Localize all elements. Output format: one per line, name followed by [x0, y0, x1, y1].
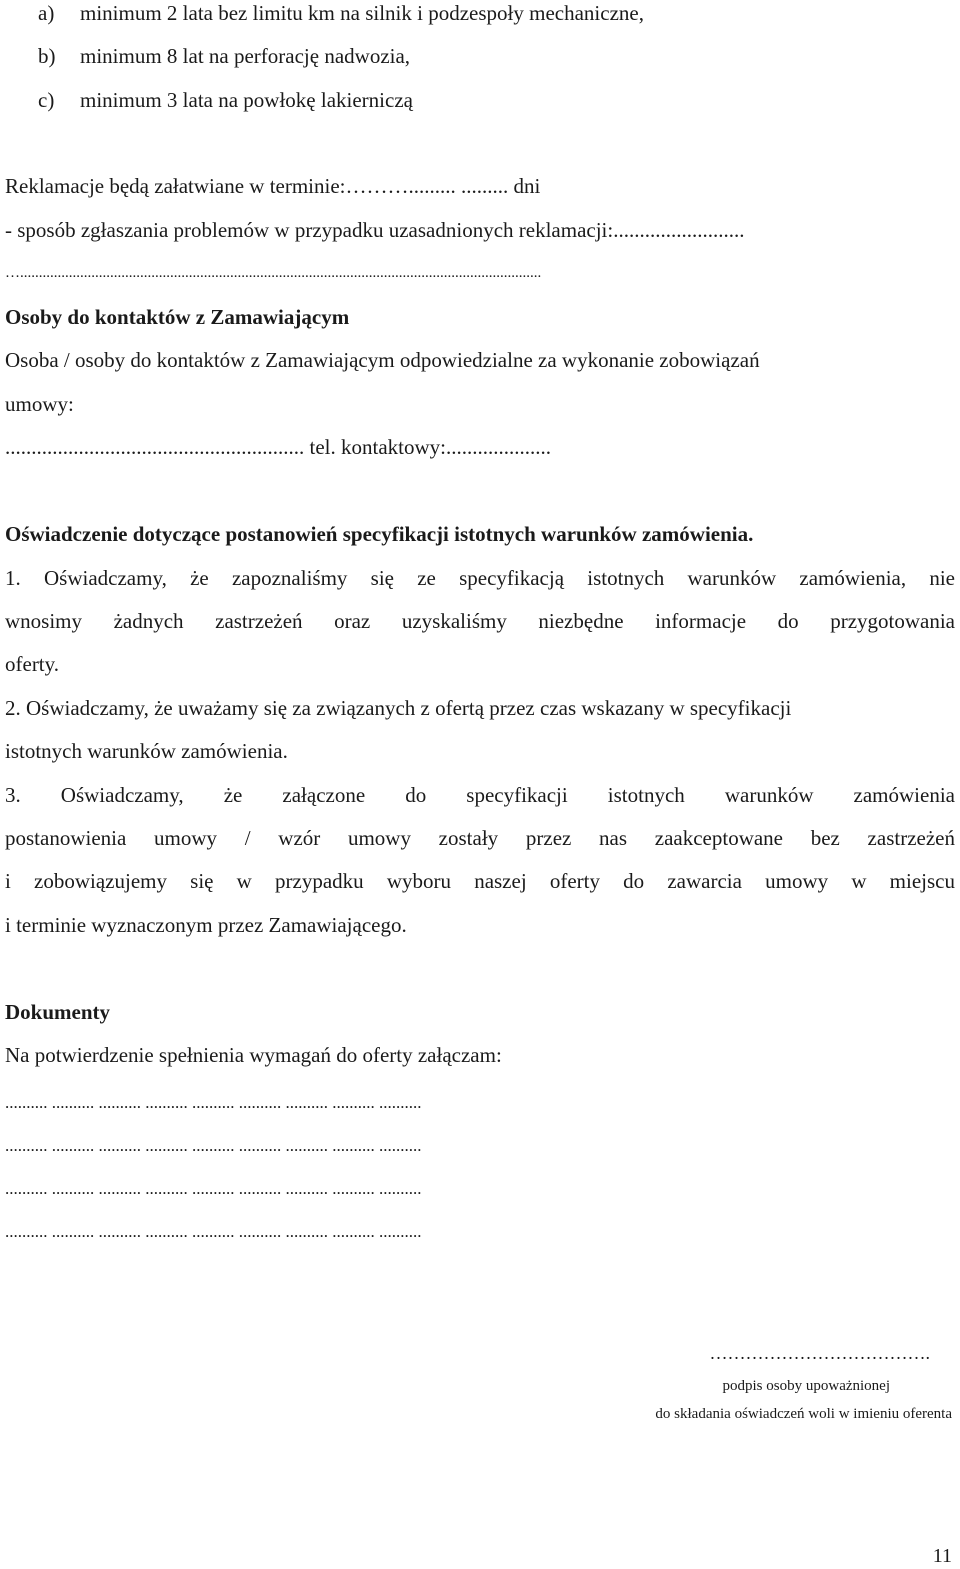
documents-blank-line-1: .......... .......... .......... .......... .......... .......... .......... .......... ..........: [5, 1093, 422, 1112]
list-label: a): [38, 1, 55, 25]
contacts-heading: Osoby do kontaktów z Zamawiającym: [5, 305, 350, 329]
documents-blank-line-3: .......... .......... .......... .......... .......... .......... .......... .......... ..........: [5, 1179, 422, 1198]
statement-p3-line-2: postanowienia umowy / wzór umowy zostały przez nas zaakceptowane bez zastrzeżeń: [5, 826, 955, 850]
statement-p2-line-1: 2. Oświadczamy, że uważamy się za związanych z ofertą przez czas wskazany w specyfikacji: [5, 696, 792, 720]
warranty-item-a: [38, 0, 644, 26]
statement-p1-line-3: oferty.: [5, 652, 60, 676]
statement-heading: Oświadczenie dotyczące postanowień specyfikacji istotnych warunków zamówienia.: [5, 522, 754, 546]
statement-p3-line-4: i terminie wyznaczonym przez Zamawiającego.: [5, 913, 407, 937]
list-label: b): [38, 44, 56, 68]
documents-blank-line-2: .......... .......... .......... .......... .......... .......... .......... .......... ..........: [5, 1136, 422, 1155]
warranty-item-c: [38, 87, 413, 113]
list-label: c): [38, 88, 55, 112]
statement-p3-line-1: 3. Oświadczamy, że załączone do specyfikacji istotnych warunków zamówienia: [5, 783, 955, 807]
complaints-procedure-continuation: …...........................................................................................................................................: [5, 265, 542, 281]
statement-p2-line-2: istotnych warunków zamówienia.: [5, 739, 288, 763]
list-text: minimum 3 lata na powłokę lakierniczą: [80, 88, 413, 112]
signature-line: ……………………………….: [709, 1343, 930, 1363]
warranty-item-b: [38, 43, 410, 69]
documents-intro: Na potwierdzenie spełnienia wymagań do oferty załączam:: [5, 1043, 502, 1067]
complaints-procedure: - sposób zgłaszania problemów w przypadku uzasadnionych reklamacji:.........................: [5, 218, 745, 242]
list-text: minimum 8 lat na perforację nadwozia,: [80, 44, 411, 68]
statement-p1-line-2: wnosimy żadnych zastrzeżeń oraz uzyskaliśmy niezbędne informacje do przygotowania: [5, 609, 955, 633]
contacts-line-2: umowy:: [5, 392, 74, 416]
documents-heading: Dokumenty: [5, 1000, 111, 1024]
signature-caption-1: podpis osoby upoważnionej: [722, 1378, 890, 1394]
list-text: minimum 2 lata bez limitu km na silnik i podzespoły mechaniczne,: [80, 1, 644, 25]
page-number: 11: [932, 1545, 952, 1567]
documents-blank-line-4: .......... .......... .......... .......... .......... .......... .......... .......... ..........: [5, 1222, 422, 1241]
statement-p1-line-1: 1. Oświadczamy, że zapoznaliśmy się ze specyfikacją istotnych warunków zamówienia, nie: [5, 566, 955, 590]
contacts-phone-line: ......................................................... tel. kontaktowy:....................: [5, 435, 551, 459]
statement-p3-line-3: i zobowiązujemy się w przypadku wyboru naszej oferty do zawarcia umowy w miejscu: [5, 869, 955, 893]
contacts-line-1: Osoba / osoby do kontaktów z Zamawiającym odpowiedzialne za wykonanie zobowiązań: [5, 348, 760, 372]
complaints-term: Reklamacje będą załatwiane w terminie:………......... ......... dni: [5, 174, 541, 198]
signature-caption-2: do składania oświadczeń woli w imieniu oferenta: [655, 1406, 952, 1422]
